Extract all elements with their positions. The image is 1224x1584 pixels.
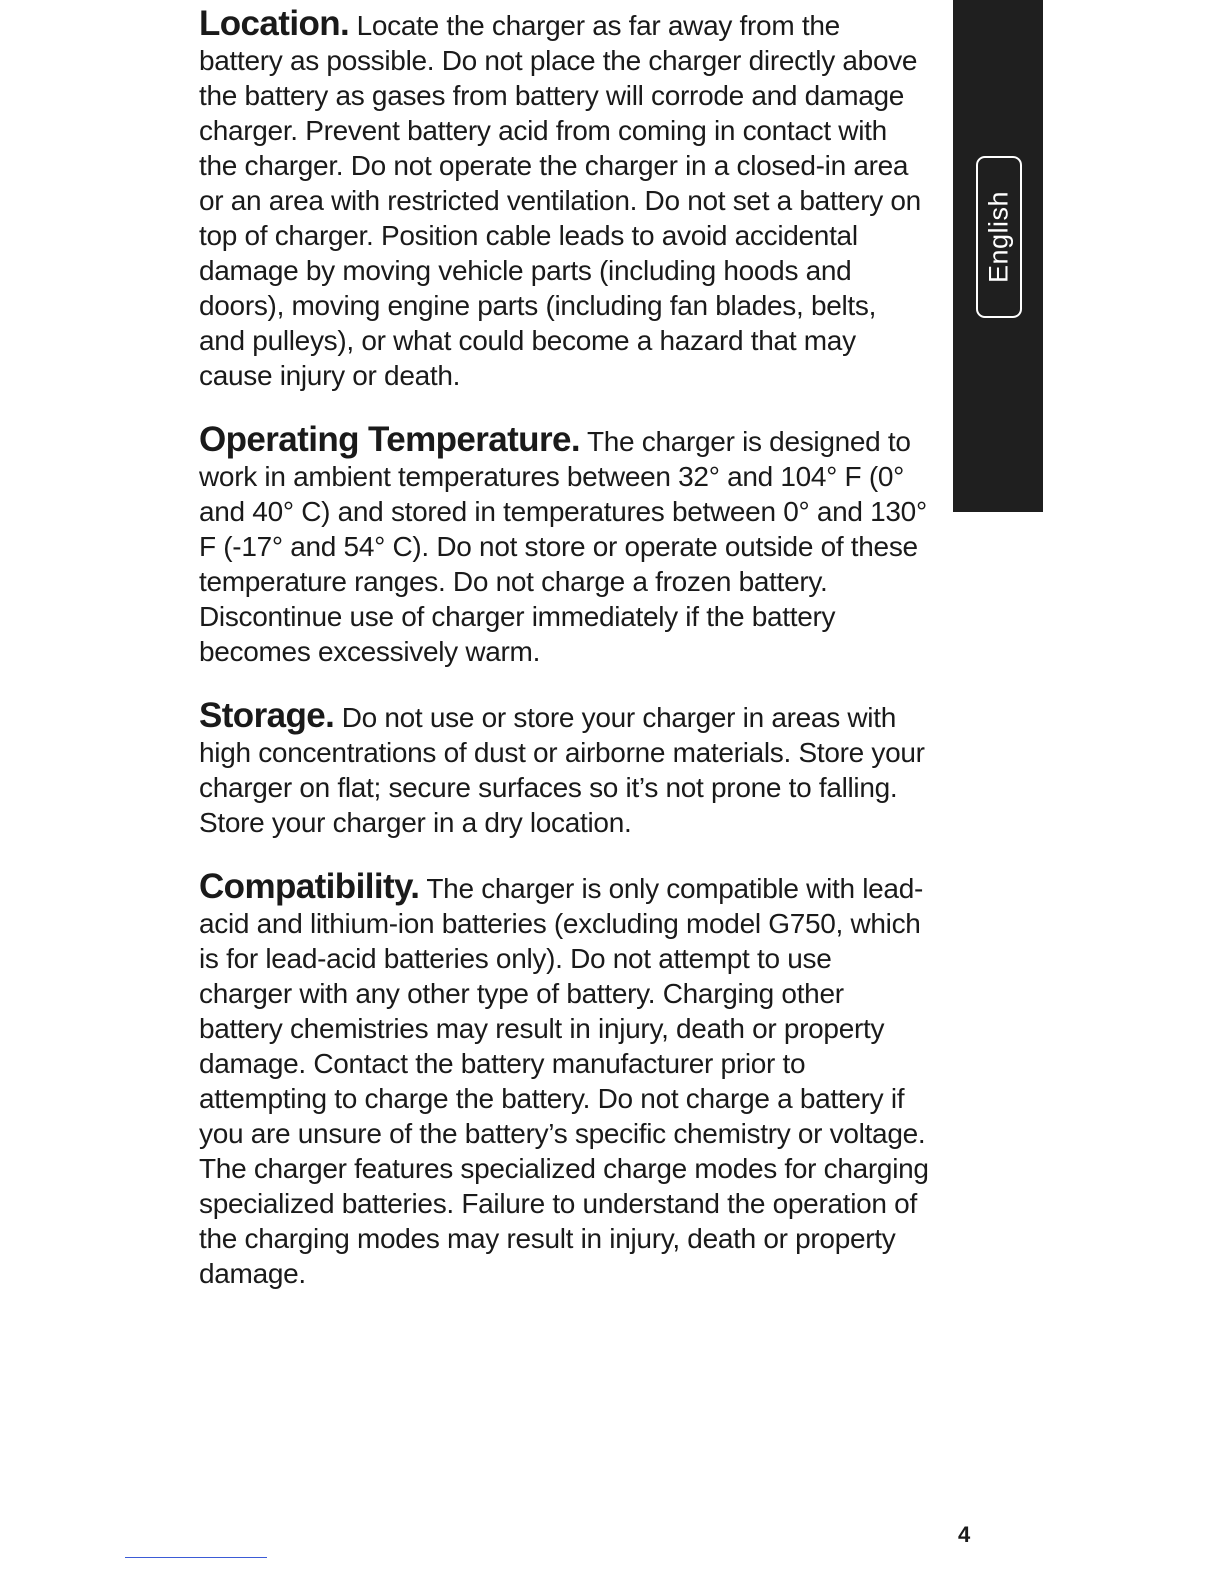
- section-heading: Operating Temperature.: [199, 420, 580, 459]
- section-compatibility: [199, 869, 929, 1291]
- section-body: The charger is only compatible with lead-acid and lithium-ion batteries (excluding model G750, which is for lead-acid batteries only). Do not attempt to use charger with any other type of battery. Charging other battery chemistries may result in injury, death or property damage. Contact the battery manufacturer prior to attempting to charge the battery. Do not charge a battery if you are unsure of the battery’s specific chemistry or voltage. The charger features specialized charge modes for charging specialized batteries. Failure to understand the operation of the charging modes may result in injury, death or property damage.: [199, 873, 929, 1289]
- section-operating-temperature: [199, 422, 929, 669]
- section-body: Do not use or store your charger in areas with high concentrations of dust or airborne materials. Store your charger on flat; secure surfaces so it’s not prone to falling. Store your charger in a dry location.: [199, 702, 925, 838]
- page-content: [199, 6, 929, 1320]
- section-heading: Storage.: [199, 696, 335, 735]
- language-label-box: [976, 156, 1022, 318]
- language-label: English: [983, 190, 1014, 284]
- section-heading: Compatibility.: [199, 867, 420, 906]
- section-body: The charger is designed to work in ambient temperatures between 32° and 104° F (0° and 40° C) and stored in temperatures between 0° and 130° F (-17° and 54° C). Do not store or operate outside of these temperature ranges. Do not charge a frozen battery. Discontinue use of charger immediately if the battery becomes excessively warm.: [199, 426, 927, 667]
- section-body: Locate the charger as far away from the battery as possible. Do not place the charger directly above the battery as gases from battery will corrode and damage charger. Prevent battery acid from coming in contact with the charger. Do not operate the charger in a closed-in area or an area with restricted ventilation. Do not set a battery on top of charger. Position cable leads to avoid accidental damage by moving vehicle parts (including hoods and doors), moving engine parts (including fan blades, belts, and pulleys), or what could become a hazard that may cause injury or death.: [199, 10, 921, 391]
- page-number: 4: [958, 1522, 971, 1547]
- section-storage: [199, 698, 929, 840]
- section-heading: Location.: [199, 4, 350, 43]
- section-location: [199, 6, 929, 393]
- bottom-rule: [125, 1557, 267, 1558]
